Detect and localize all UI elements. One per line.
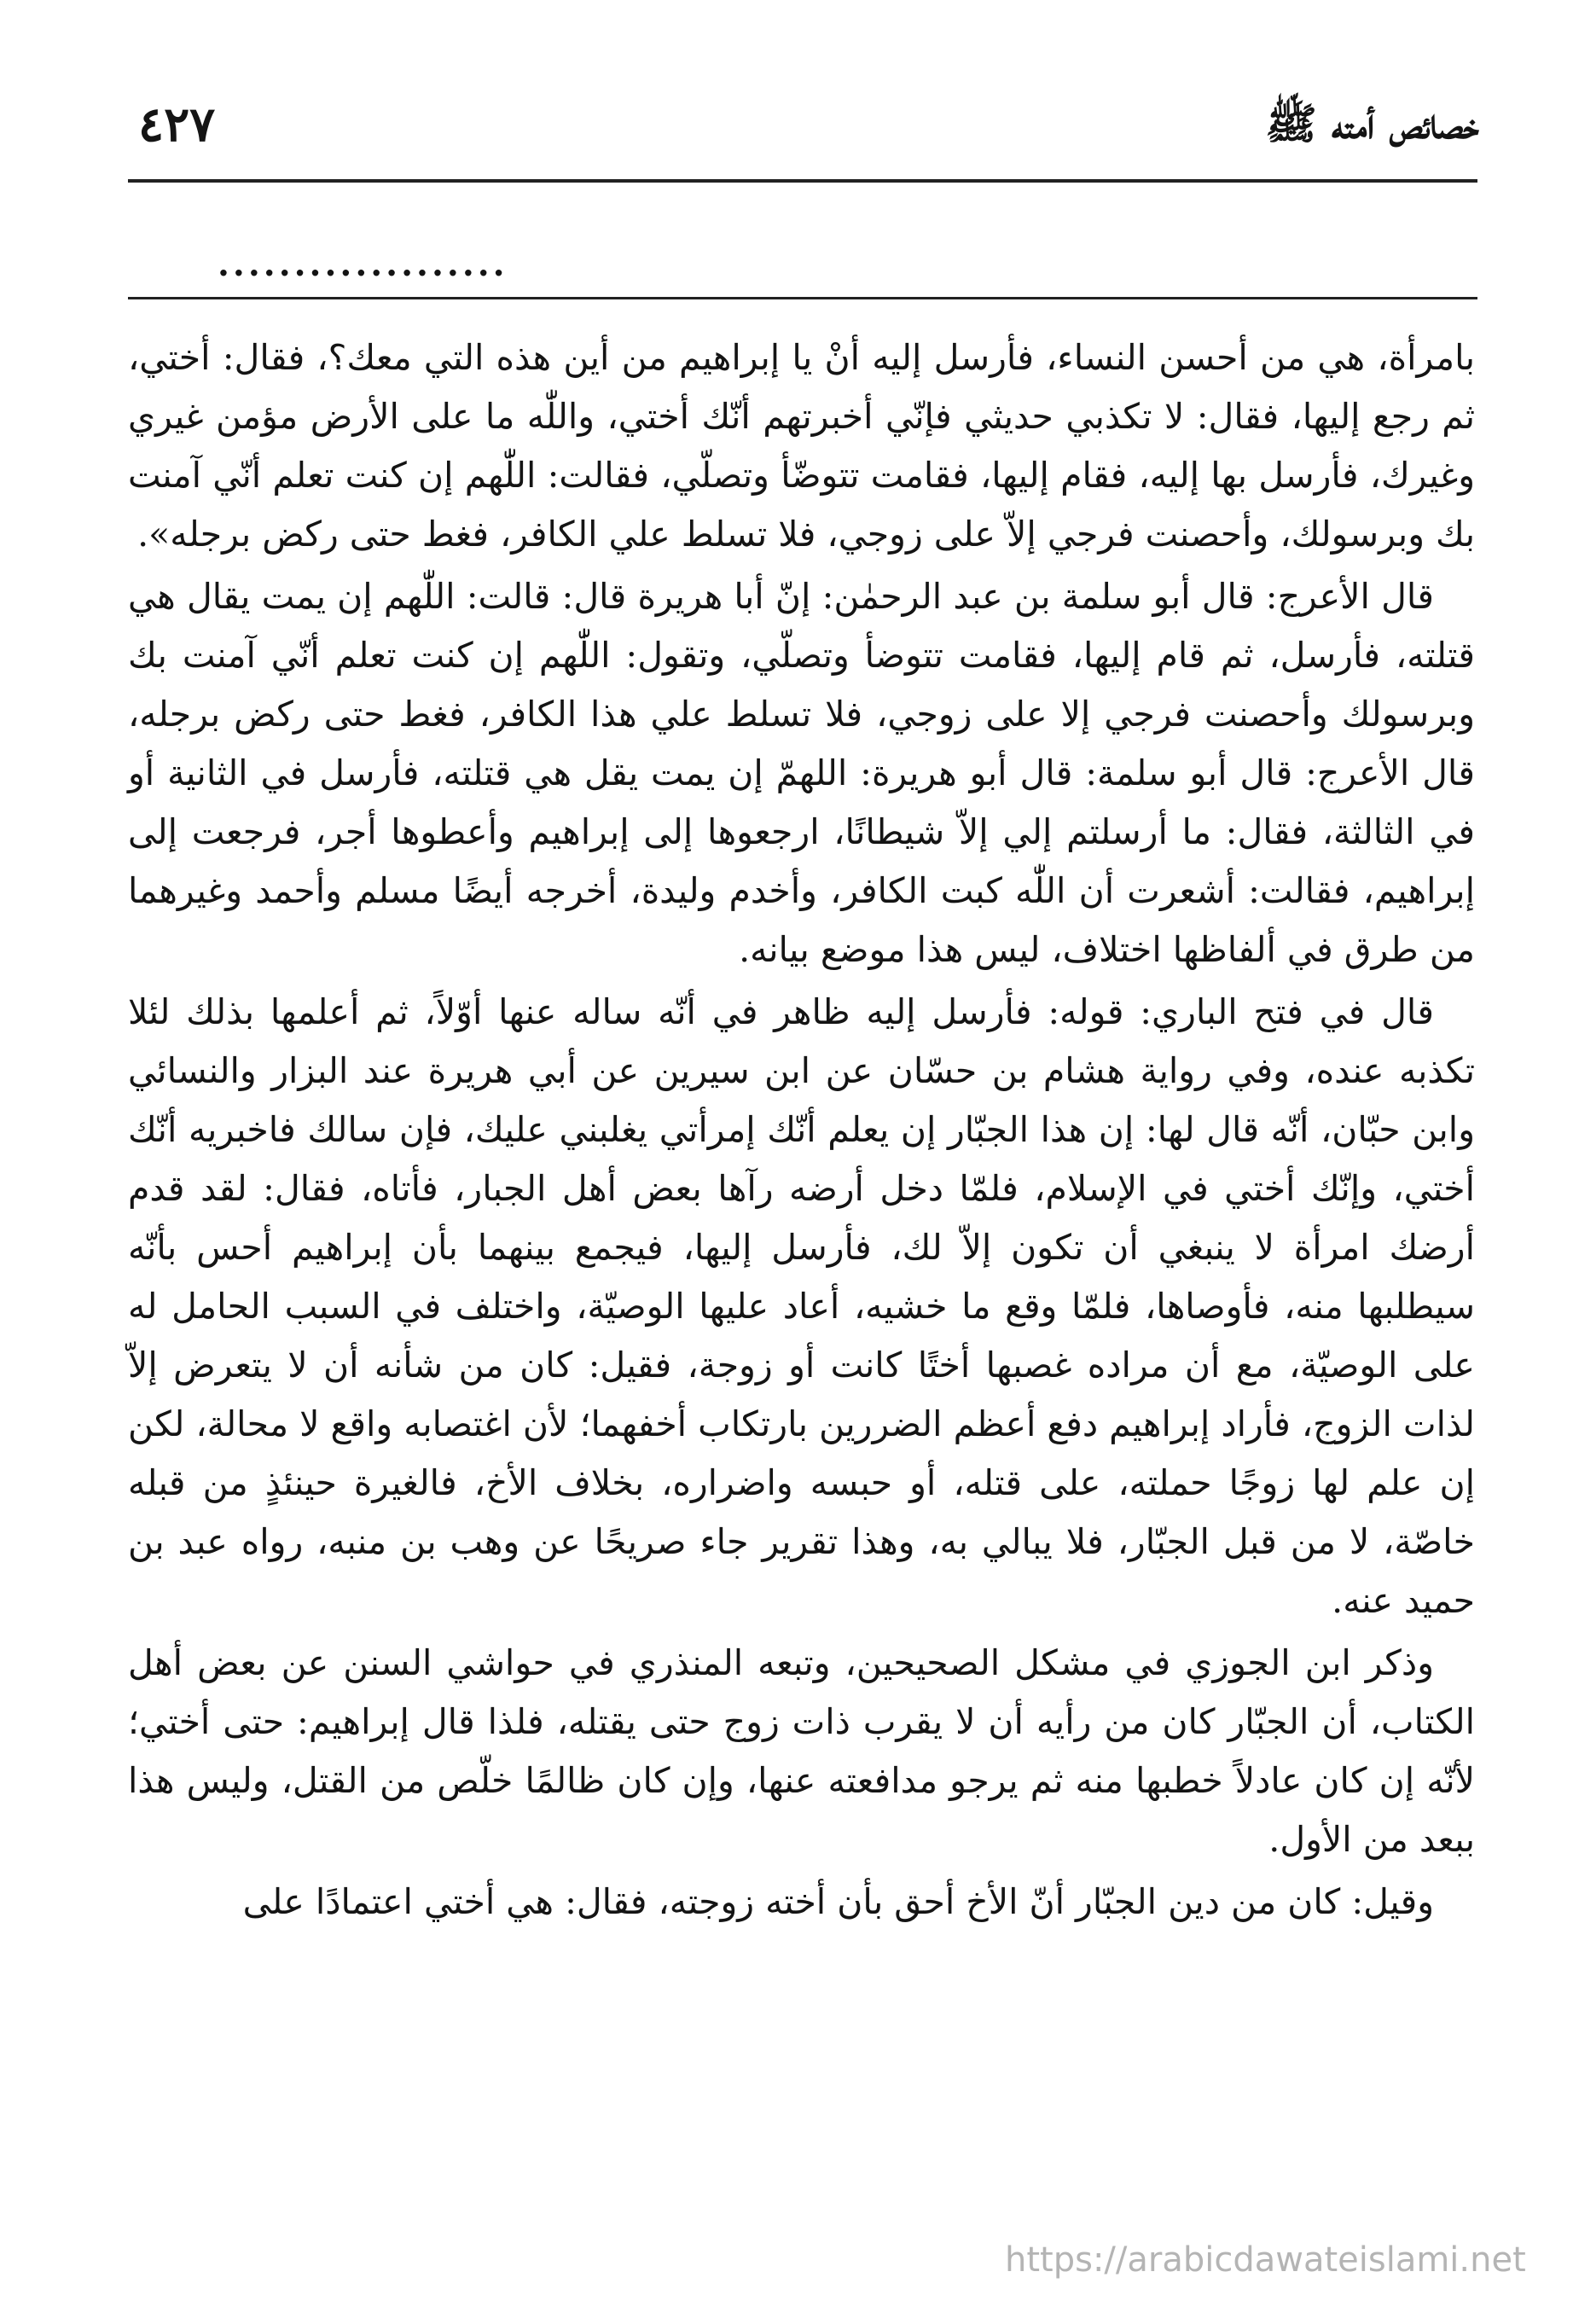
- running-title: خصائص أمته ﷺ: [1265, 98, 1479, 148]
- paragraph-2: قال الأعرج: قال أبو سلمة بن عبد الرحمٰن: إنّ أبا هريرة قال: قالت: اللّٰهم إن يمت يقال هي قتلته، فأرسل، ثم قام إليها، فقامت تتوضأ وتصلّي، وتقول: اللّٰهم إن كنت تعلم أنّي آمنت بك وبرسولك وأحصنت فرجي إلا على زوجي، فلا تسلط علي هذا الكافر، فغط حتى ركض برجله، قال الأعرج: قال أبو سلمة: قال أبو هريرة: اللهمّ إن يمت يقل هي قتلته، فأرسل في الثانية أو في الثالثة، فقال: ما أرسلتم إلي إلاّ شيطانًا، ارجعوها إلى إبراهيم وأعطوها أجر، فرجعت إلى إبراهيم، فقالت: أشعرت أن اللّٰه كبت الكافر، وأخدم وليدة، أخرجه أيضًا مسلم وأحمد وغيرهما من طرق في ألفاظها اختلاف، ليس هذا موضع بيانه.: [128, 576, 1475, 970]
- paragraph-4: وذكر ابن الجوزي في مشكل الصحيحين، وتبعه المنذري في حواشي السنن عن بعض أهل الكتاب، أن الجبّار كان من رأيه أن لا يقرب ذات زوج حتى يقتله، فلذا قال إبراهيم: حتى أختي؛ لأنّه إن كان عادلاً خطبها منه ثم يرجو مدافعته عنها، وإن كان ظالمًا خلّص من القتل، وليس هذا ببعد من الأول.: [128, 1642, 1475, 1860]
- separator-rule: [128, 297, 1477, 299]
- paragraph-3: قال في فتح الباري: قوله: فأرسل إليه ظاهر في أنّه ساله عنها أوّلاً، ثم أعلمها بذلك لئلا تكذبه عنده، وفي رواية هشام بن حسّان عن ابن سيرين عن أبي هريرة عند البزار والنسائي وابن حبّان، أنّه قال لها: إن هذا الجبّار إن يعلم أنّك إمرأتي يغلبني عليك، فإن سالك فاخبريه أنّك أختي، وإنّك أختي في الإسلام، فلمّا دخل أرضه رآها بعض أهل الجبار، فأتاه، فقال: لقد قدم أرضك امرأة لا ينبغي أن تكون إلاّ لك، فأرسل إليها، فيجمع بينهما بأن إبراهيم أحس بأنّه سيطلبها منه، فأوصاها، فلمّا وقع ما خشيه، أعاد عليها الوصيّة، واختلف في السبب الحامل له على الوصيّة، مع أن مراده غصبها أختًا كانت أو زوجة، فقيل: كان من شأنه أن لا يتعرض إلاّ لذات الزوج، فأراد إبراهيم دفع أعظم الضررين بارتكاب أخفهما؛ لأن اغتصابه واقع لا محالة، لكن إن علم لها زوجًا حملته، على قتله، أو حبسه واضراره، بخلاف الأخ، فالغيرة حينئذٍ من قبله خاصّة، لا من قبل الجبّار، فلا يبالي به، وهذا تقرير جاء صريحًا عن وهب بن منبه، رواه عبد بن حميد عنه.: [128, 991, 1475, 1621]
- paragraph-1: بامرأة، هي من أحسن النساء، فأرسل إليه أنْ يا إبراهيم من أين هذه التي معك؟، فقال: أختي، ثم رجع إليها، فقال: لا تكذبي حديثي فإنّي أخبرتهم أنّك أختي، واللّٰه ما على الأرض مؤمن غيري وغيرك، فأرسل بها إليه، فقام إليها، فقامت تتوضّأ وتصلّي، فقالت: اللّٰهم إن كنت تعلم أنّي آمنت بك وبرسولك، وأحصنت فرجي إلاّ على زوجي، فلا تسلط علي الكافر، فغط حتى ركض برجله».: [128, 337, 1475, 555]
- header-rule: [128, 179, 1477, 183]
- omission-dots: ...................: [218, 244, 508, 284]
- main-text: [128, 328, 1475, 1935]
- page-number: ٤٢٧: [138, 96, 216, 153]
- watermark-url: https://arabicdawateislami.net: [1005, 2240, 1526, 2280]
- page-header: [128, 81, 1479, 158]
- paragraph-5: وقيل: كان من دين الجبّار أنّ الأخ أحق بأن أخته زوجته، فقال: هي أختي اعتمادًا على: [242, 1881, 1434, 1922]
